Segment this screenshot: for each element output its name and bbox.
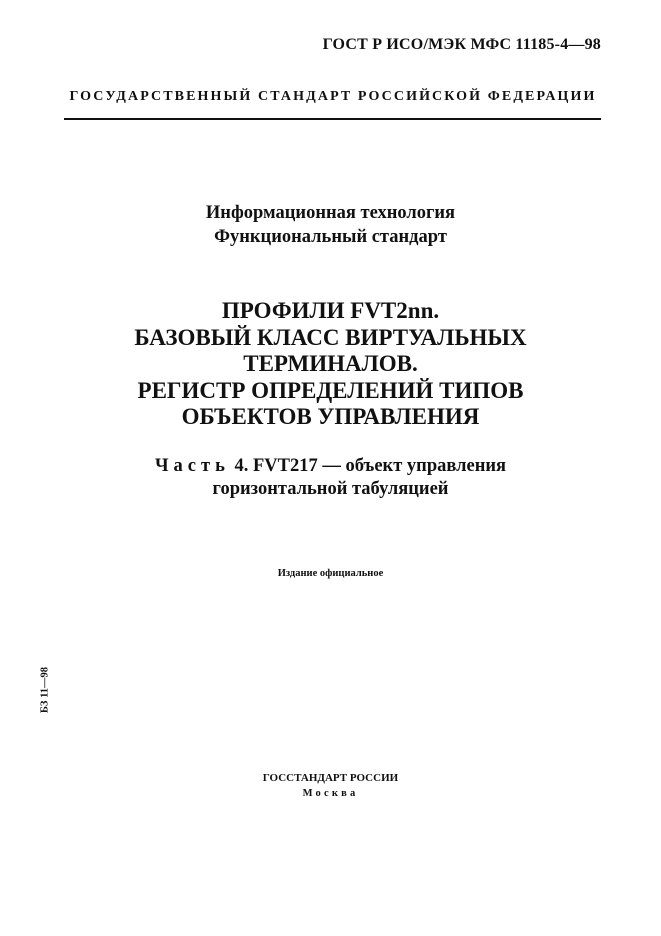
part-subtitle [0,455,661,501]
title-line-3: ТЕРМИНАЛОВ. [243,351,418,376]
part-line-1 [0,455,661,478]
state-standard-heading: ГОСУДАРСТВЕННЫЙ СТАНДАРТ РОССИЙСКОЙ ФЕДЕРАЦИИ [69,89,597,104]
title-line-1: ПРОФИЛИ FVT2nn. [221,298,440,323]
publisher: ГОССТАНДАРТ РОССИИ [262,772,399,784]
publication-city: Москва [302,788,359,799]
side-code: БЗ 11—98 [39,666,51,714]
subject-line-1: Информационная технология [205,203,456,223]
title-line-4: РЕГИСТР ОПРЕДЕЛЕНИЙ ТИПОВ [137,377,524,403]
part-number-and-name: 4. FVT217 — объект управления [234,456,507,476]
header-divider [64,118,601,120]
subject-block [0,201,661,249]
title-line-5: ОБЪЕКТОВ УПРАВЛЕНИЯ [181,404,480,429]
subject-line-2: Функциональный стандарт [214,227,447,247]
title-line-2: БАЗОВЫЙ КЛАСС ВИРТУАЛЬНЫХ [134,324,527,350]
document-title [0,298,661,431]
part-line-2: горизонтальной табуляцией [212,479,449,499]
document-code: ГОСТ Р ИСО/МЭК МФС 11185-4—98 [322,36,601,53]
part-label: Часть [154,456,230,476]
edition-note: Издание официальное [277,568,384,579]
